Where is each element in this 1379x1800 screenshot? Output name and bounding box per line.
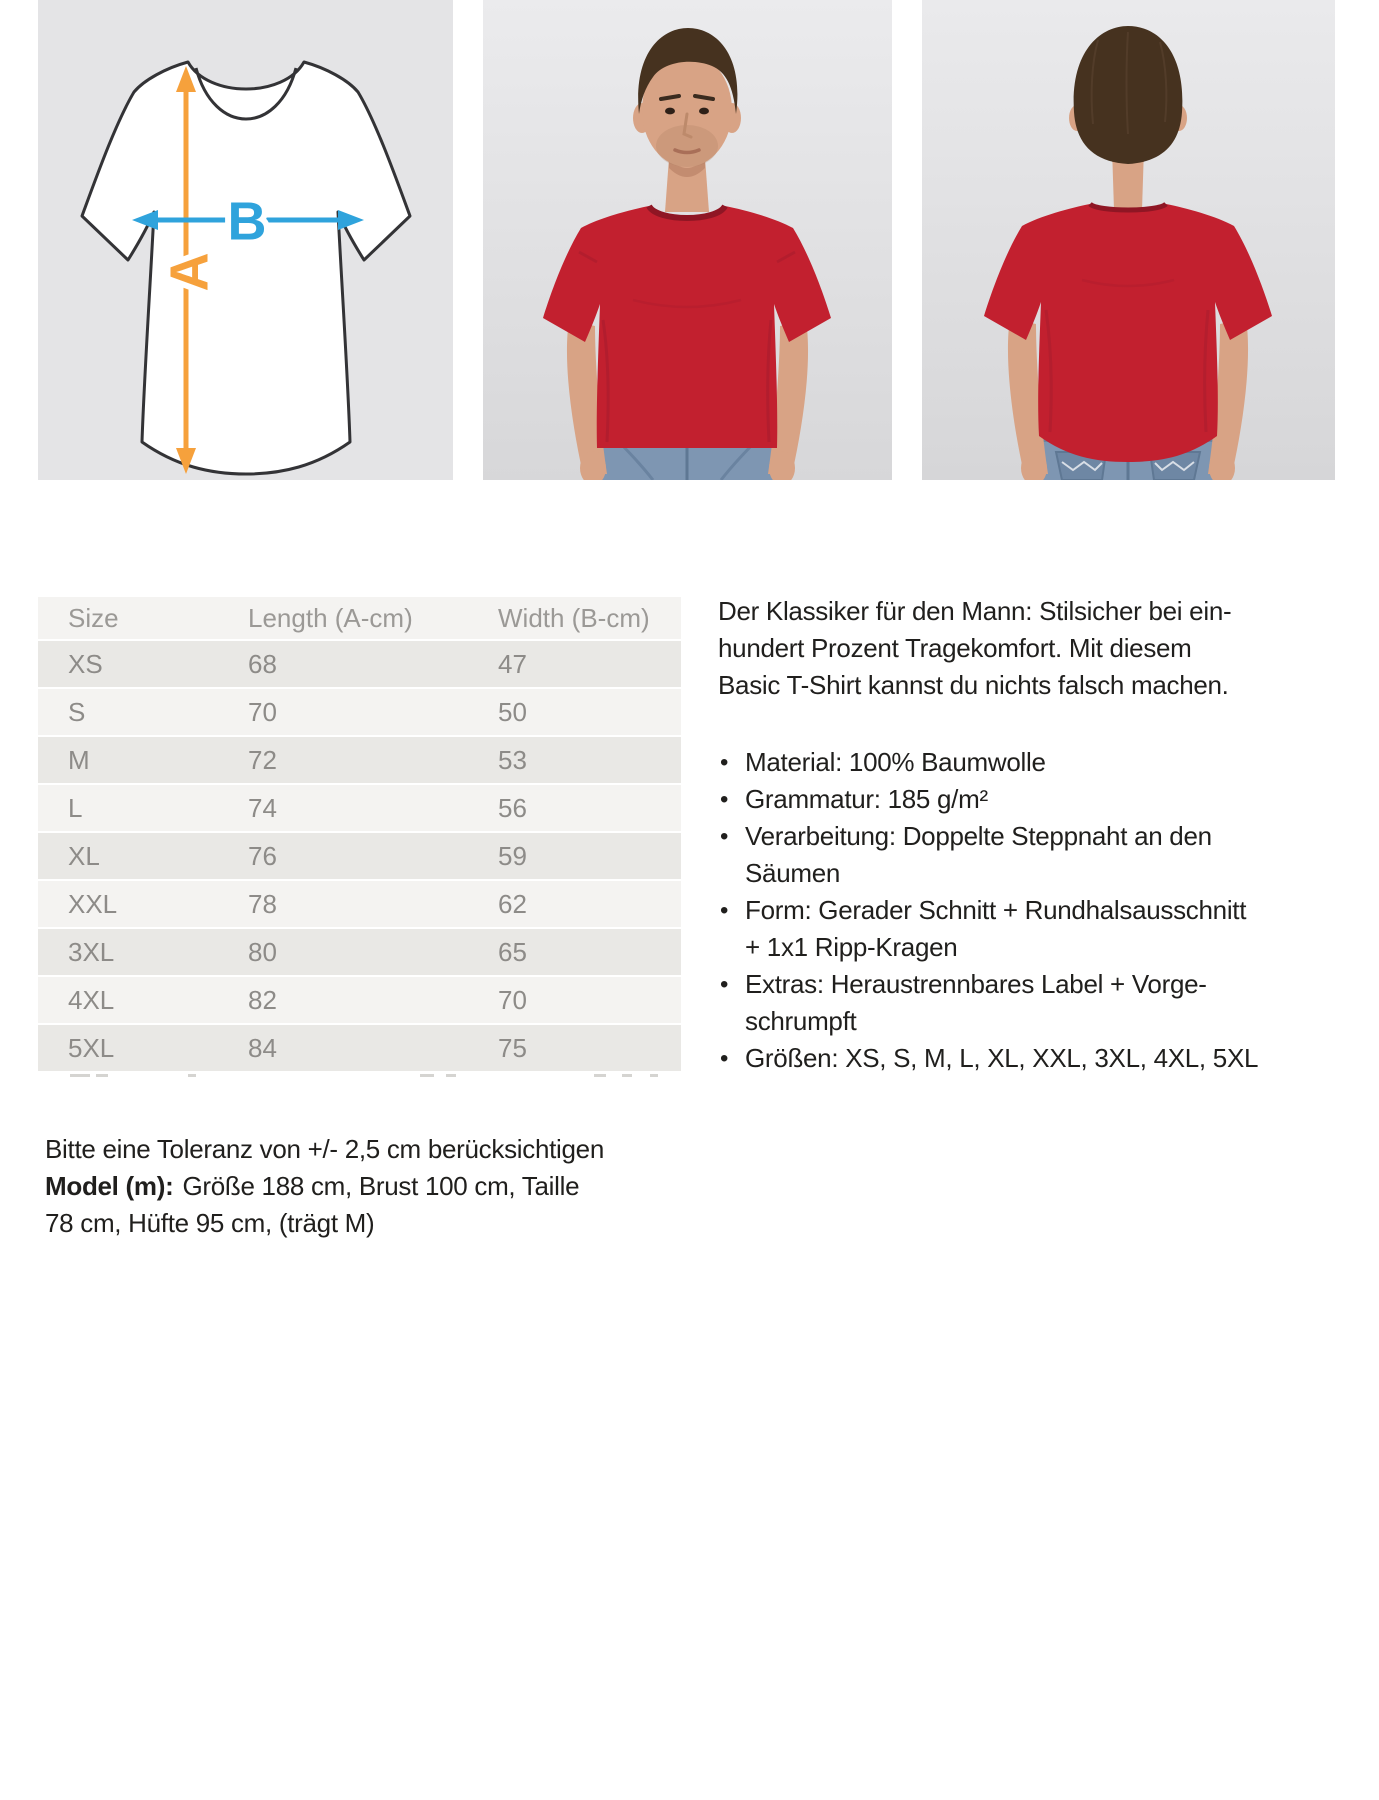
stubble — [656, 125, 718, 167]
cell-size: XXL — [68, 888, 118, 919]
table-row — [38, 785, 681, 833]
cell-length: 74 — [248, 792, 277, 823]
bullet-text — [745, 781, 1334, 818]
tshirt-outline — [82, 62, 410, 474]
cell-size: 3XL — [68, 936, 115, 967]
cell-length: 72 — [248, 744, 277, 775]
cell-width: 53 — [498, 744, 527, 775]
cutoff-mark — [420, 1074, 434, 1077]
cutoff-mark — [650, 1074, 658, 1077]
intro-line: Der Klassiker für den Mann: Stilsicher bei ein- — [718, 596, 1232, 626]
cutoff-mark — [446, 1074, 456, 1077]
bullet-line: Material: 100% Baumwolle — [745, 747, 1046, 777]
cutoff-mark — [70, 1074, 90, 1077]
size-table — [38, 597, 681, 1082]
bullet-item — [718, 966, 1334, 1040]
bullet-text — [745, 744, 1334, 781]
cell-length: 84 — [248, 1032, 277, 1063]
description-bullets — [718, 744, 1334, 1077]
cell-width: 56 — [498, 792, 527, 823]
model-label: Model (m): — [45, 1171, 174, 1201]
bullet-item — [718, 781, 1334, 818]
size-diagram-image — [38, 0, 453, 480]
model-info-text: Größe 188 cm, Brust 100 cm, Taille — [182, 1171, 580, 1201]
bullet-dot-icon: • — [720, 971, 729, 998]
bullet-item — [718, 892, 1334, 966]
header-width: Width (B-cm) — [498, 602, 650, 633]
cutoff-mark — [188, 1074, 196, 1077]
table-row — [38, 1025, 681, 1073]
model-back-illustration — [922, 0, 1335, 480]
label-a: A — [159, 252, 220, 292]
cell-size: S — [68, 696, 86, 727]
cell-width: 62 — [498, 888, 527, 919]
tshirt-measurement-diagram — [38, 0, 453, 480]
bullet-line: Extras: Heraustrennbares Label + Vorge- — [745, 969, 1207, 999]
bullet-text — [745, 966, 1334, 1040]
bullet-line: Grammatur: 185 g/m² — [745, 784, 988, 814]
bullet-line: Größen: XS, S, M, L, XL, XXL, 3XL, 4XL, 5XL — [745, 1043, 1259, 1073]
bullet-dot-icon: • — [720, 786, 729, 813]
cell-width: 70 — [498, 984, 527, 1015]
bullet-text — [745, 818, 1334, 892]
description-intro — [718, 593, 1334, 704]
bullet-dot-icon: • — [720, 897, 729, 924]
bullet-line: + 1x1 Ripp-Kragen — [745, 932, 958, 962]
cell-width: 65 — [498, 936, 527, 967]
cell-size: XL — [68, 840, 100, 871]
model-front-illustration — [483, 0, 892, 480]
cell-width: 75 — [498, 1032, 527, 1063]
table-row — [38, 977, 681, 1025]
bullet-text — [745, 1040, 1334, 1077]
cell-length: 76 — [248, 840, 277, 871]
cutoff-mark — [594, 1074, 606, 1077]
cutoff-mark — [622, 1074, 632, 1077]
cell-length: 82 — [248, 984, 277, 1015]
label-b: B — [227, 191, 267, 252]
product-description — [718, 593, 1334, 1077]
table-cutoff-row — [38, 1073, 681, 1082]
header-length: Length (A-cm) — [248, 602, 413, 633]
cell-width: 50 — [498, 696, 527, 727]
bullet-line: Form: Gerader Schnitt + Rundhalsausschnitt — [745, 895, 1247, 925]
model-back-photo — [922, 0, 1335, 480]
size-table-body — [38, 641, 681, 1073]
table-row — [38, 689, 681, 737]
bullet-dot-icon: • — [720, 1045, 729, 1072]
left-eye — [665, 108, 675, 115]
bullet-item — [718, 818, 1334, 892]
bullet-line: schrumpft — [745, 1006, 857, 1036]
table-row — [38, 833, 681, 881]
bullet-dot-icon: • — [720, 823, 729, 850]
size-table-header — [38, 597, 681, 641]
cell-size: 5XL — [68, 1032, 115, 1063]
bullet-line: Verarbeitung: Doppelte Steppnaht an den — [745, 821, 1212, 851]
bullet-item — [718, 1040, 1334, 1077]
table-row — [38, 641, 681, 689]
table-row — [38, 881, 681, 929]
cell-length: 70 — [248, 696, 277, 727]
cutoff-mark — [96, 1074, 108, 1077]
cell-length: 78 — [248, 888, 277, 919]
cell-size: M — [68, 744, 90, 775]
bullet-dot-icon: • — [720, 749, 729, 776]
table-row — [38, 929, 681, 977]
cell-width: 47 — [498, 648, 527, 679]
bullet-line: Säumen — [745, 858, 841, 888]
intro-line: hundert Prozent Tragekomfort. Mit diesem — [718, 633, 1192, 663]
cell-length: 80 — [248, 936, 277, 967]
bullet-text — [745, 892, 1334, 966]
cell-size: 4XL — [68, 984, 115, 1015]
cell-length: 68 — [248, 648, 277, 679]
model-front-photo — [483, 0, 892, 480]
cell-size: L — [68, 792, 83, 823]
model-info-line1 — [45, 1168, 655, 1205]
bullet-item — [718, 744, 1334, 781]
model-info-line2: 78 cm, Hüfte 95 cm, (trägt M) — [45, 1208, 375, 1238]
tolerance-note: Bitte eine Toleranz von +/- 2,5 cm berücksichtigen — [45, 1134, 604, 1164]
header-size: Size — [68, 602, 119, 633]
cell-width: 59 — [498, 840, 527, 871]
cell-size: XS — [68, 648, 103, 679]
table-row — [38, 737, 681, 785]
measurement-notes — [45, 1131, 655, 1242]
right-eye — [699, 108, 709, 115]
intro-line: Basic T-Shirt kannst du nichts falsch machen. — [718, 670, 1229, 700]
